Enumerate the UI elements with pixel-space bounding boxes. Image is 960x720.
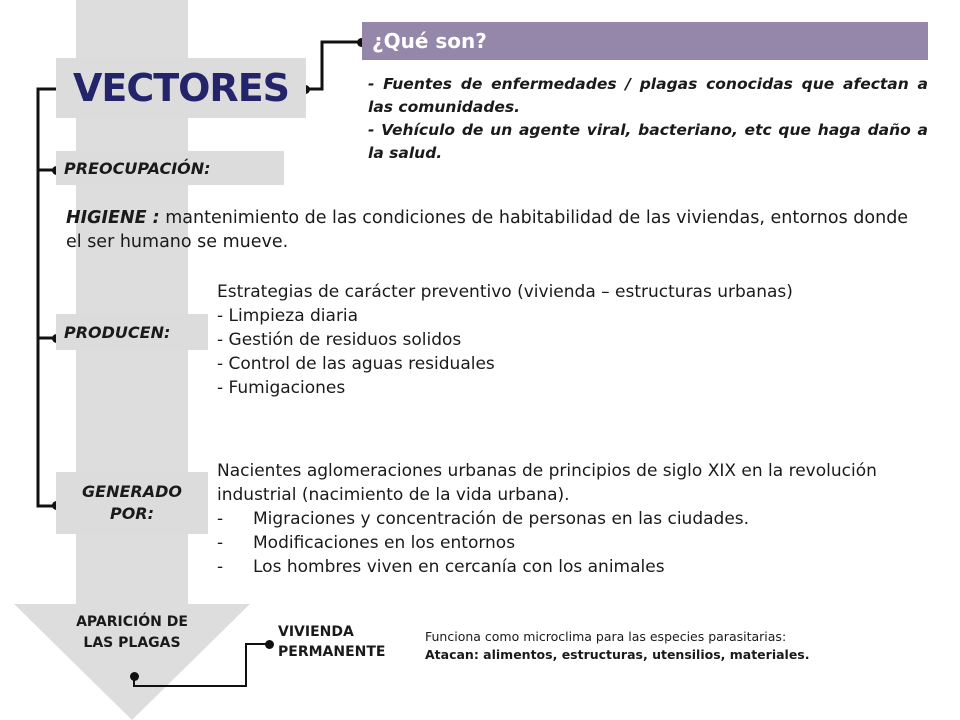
que-son-header: [362, 22, 928, 60]
microclima-line: Funciona como microclima para las especies parasitarias:: [425, 629, 787, 644]
producen-line: - Limpieza diaria: [217, 306, 359, 326]
higiene-text: [66, 206, 926, 254]
higiene-term: HIGIENE :: [66, 208, 160, 228]
generado-item-row: [217, 555, 907, 579]
que-son-heading: ¿Qué son?: [372, 29, 487, 53]
connector-title-queson: [306, 42, 362, 89]
left-bracket-line: [38, 89, 56, 506]
producen-list: [217, 280, 937, 400]
preocupacion-label-box: [56, 151, 284, 185]
page-title: VECTORES: [72, 66, 290, 110]
producen-label: PRODUCEN:: [64, 322, 171, 342]
title-box: [56, 58, 306, 118]
producen-line: Estrategias de carácter preventivo (vivienda – estructuras urbanas): [217, 282, 793, 302]
producen-label-box: [56, 314, 208, 350]
preocupacion-label: PREOCUPACIÓN:: [64, 158, 211, 178]
aparicion-label: [60, 612, 204, 654]
list-dash: -: [217, 533, 224, 553]
higiene-description: mantenimiento de las condiciones de habitabilidad de las viviendas, entornos donde el ser humano se mueve.: [66, 208, 909, 252]
bullet-dot: [130, 672, 139, 681]
generado-text: [217, 459, 907, 579]
aparicion-label-text: APARICIÓN DE LAS PLAGAS: [76, 614, 188, 651]
generado-label: GENERADO POR:: [82, 482, 182, 523]
vivienda-label-text: VIVIENDA PERMANENTE: [278, 624, 386, 660]
generado-item-row: [217, 507, 907, 531]
list-dash: -: [217, 557, 224, 577]
producen-line: - Fumigaciones: [217, 378, 346, 398]
generado-item: Los hombres viven en cercanía con los animales: [253, 557, 665, 577]
generado-intro: Nacientes aglomeraciones urbanas de principios de siglo XIX en la revolución industrial (nacimiento de la vida urbana).: [217, 461, 877, 505]
generado-item: Modificaciones en los entornos: [253, 533, 516, 553]
generado-label-box: [56, 472, 208, 534]
definition-line: - Vehículo de un agente viral, bacteriano, etc que haga daño a la salud.: [368, 121, 928, 162]
producen-line: - Control de las aguas residuales: [217, 354, 495, 374]
list-dash: -: [217, 509, 224, 529]
generado-item: Migraciones y concentración de personas en las ciudades.: [253, 509, 750, 529]
generado-item-row: [217, 531, 907, 555]
microclima-text: [425, 628, 945, 664]
vivienda-label: [278, 622, 408, 662]
definition-line: - Fuentes de enfermedades / plagas conocidas que afectan a las comunidades.: [368, 75, 928, 116]
que-son-definition: [368, 73, 928, 165]
bullet-dot: [265, 640, 274, 649]
atacan-line: Atacan: alimentos, estructuras, utensilios, materiales.: [425, 647, 810, 662]
producen-line: - Gestión de residuos solidos: [217, 330, 462, 350]
